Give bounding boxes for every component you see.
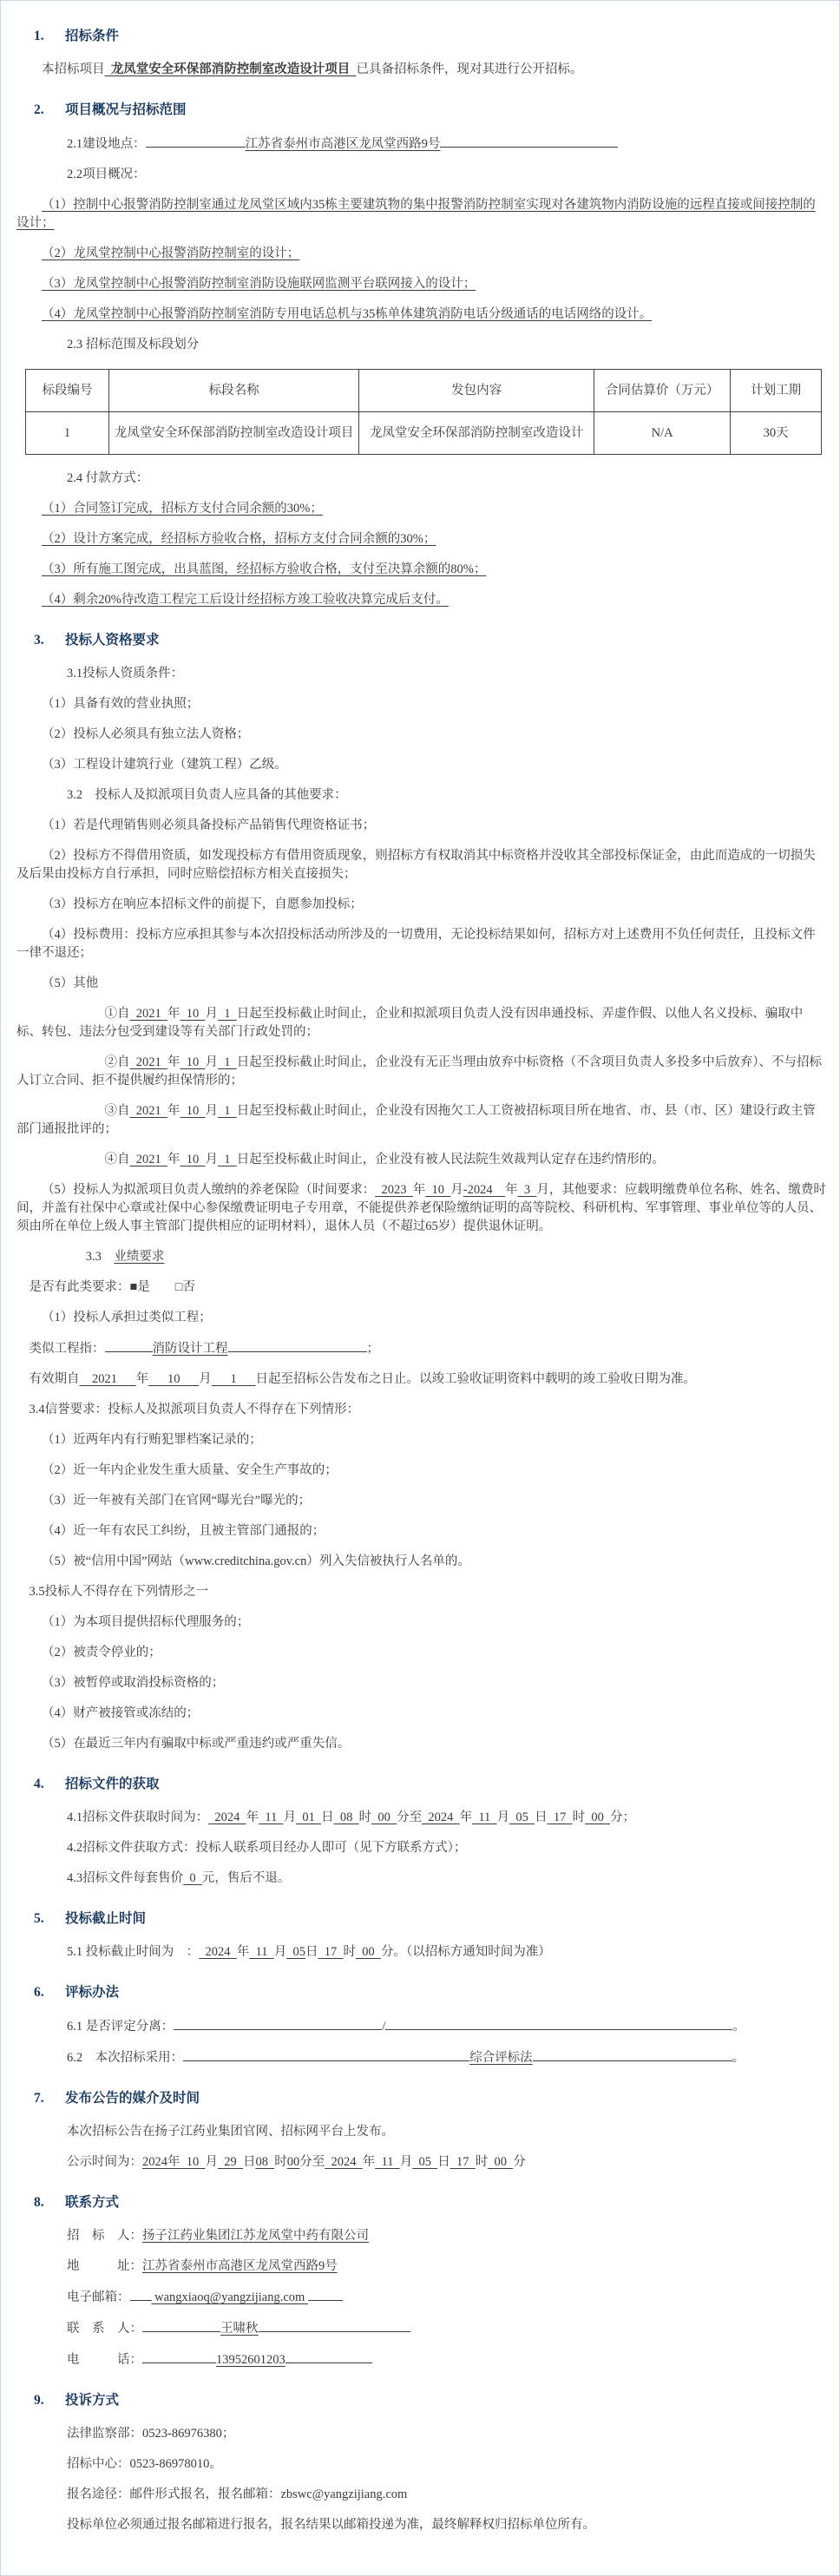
text-run: 1 bbox=[218, 1007, 237, 1021]
text-run: 00 bbox=[488, 2155, 514, 2169]
text-run: ②自 bbox=[104, 1055, 130, 1069]
doc-line bbox=[16, 1833, 827, 1863]
text-run: 报名途径：邮件形式报名，报名邮箱：zbswc@yangzijiang.com bbox=[67, 2487, 408, 2501]
blank-underline bbox=[440, 135, 618, 148]
text-run: （4）龙凤堂控制中心报警消防控制室消防专用电话总机与35栋单体建筑消防电话分级通话的电话网络的设计。 bbox=[42, 307, 653, 321]
text-run: 3.2 投标人及拟派项目负责人应具备的其他要求： bbox=[67, 788, 347, 802]
text-run: 2024 bbox=[325, 2155, 363, 2169]
text-run: 招 标 人： bbox=[67, 2229, 142, 2243]
section-number: 7. bbox=[34, 2091, 44, 2106]
text-run: 6.2 本次招标采用： bbox=[67, 2051, 184, 2065]
text-run: 日 bbox=[305, 1945, 318, 1959]
text-run: 2021 bbox=[129, 1153, 167, 1166]
doc-line bbox=[16, 1456, 827, 1486]
text-run: （4）剩余20%待改造工程完工后设计经招标方竣工验收决算完成后支付。 bbox=[42, 593, 449, 607]
text-run: （3）所有施工图完成，出具蓝图，经招标方验收合格，支付至决算余额的80%； bbox=[42, 562, 487, 576]
text-run: 10 bbox=[180, 1153, 206, 1166]
text-run: 3 bbox=[517, 1183, 537, 1197]
text-run: 时 bbox=[358, 1810, 372, 1824]
text-run: 联 系 人： bbox=[67, 2322, 142, 2336]
doc-line bbox=[16, 524, 827, 555]
doc-line bbox=[16, 2449, 827, 2480]
text-run: 月 bbox=[283, 1810, 297, 1824]
section-heading bbox=[34, 631, 827, 650]
text-run: （5）被“信用中国”网站（www.creditchina.gov.cn）列入失信被执行人名单的。 bbox=[42, 1554, 470, 1568]
text-run: 龙凤堂安全环保部消防控制室改造设计项目 bbox=[104, 62, 357, 76]
blank-underline bbox=[308, 2288, 343, 2301]
section-number: 4. bbox=[34, 1777, 44, 1791]
blank-underline bbox=[142, 2319, 220, 2332]
text-run: 17 bbox=[547, 1810, 573, 1824]
doc-line bbox=[16, 1547, 827, 1577]
text-run: 10 bbox=[180, 1104, 206, 1118]
text-run: 月 bbox=[205, 2155, 218, 2169]
text-run: 分至 bbox=[397, 1810, 423, 1824]
doc-line bbox=[16, 659, 827, 689]
section-title: 投诉方式 bbox=[65, 2393, 120, 2408]
text-run: 17 bbox=[318, 1945, 344, 1959]
doc-line bbox=[16, 2042, 827, 2073]
text-run: （3）投标方在响应本招标文件的前提下，自愿参加投标； bbox=[42, 897, 363, 911]
text-run: （1）若是代理销售则必须具备投标产品销售代理资格证书； bbox=[42, 818, 376, 832]
section-title: 招标文件的获取 bbox=[65, 1777, 160, 1791]
text-run: 10 bbox=[425, 1183, 451, 1197]
text-run: 时 bbox=[572, 1810, 586, 1824]
table-cell: N/A bbox=[594, 412, 731, 455]
text-run: 招标中心：0523-86978010。 bbox=[67, 2457, 222, 2471]
doc-line bbox=[16, 2117, 827, 2147]
text-run: 08 bbox=[255, 2155, 275, 2169]
text-run: 日起至投标截止时间止，企业和拟派项目负责人没有因串通投标、弄虚作假、以他人名义投标、骗取中标、转包、违法分包受到建设等有关部门行政处罚的； bbox=[16, 1007, 804, 1039]
text-run: 4.1招标文件获取时间为： bbox=[67, 1810, 209, 1824]
text-run: 3.4信誉要求：投标人及拟派项目负责人不得存在下列情形： bbox=[29, 1403, 360, 1416]
text-run: 年 bbox=[412, 1183, 426, 1197]
text-run: wangxiaoq@yangzijiang.com bbox=[151, 2290, 308, 2304]
text-run: 08 bbox=[333, 1810, 359, 1824]
text-run: 00 bbox=[286, 2155, 300, 2169]
blank-underline bbox=[385, 2017, 732, 2030]
text-run: 11 bbox=[375, 2155, 400, 2169]
doc-line bbox=[16, 750, 827, 780]
table-header-cell: 合同估算价（万元） bbox=[594, 370, 731, 412]
text-run: 法律监察部：0523-86976380； bbox=[67, 2427, 235, 2441]
text-run: （5）在最近三年内有骗取中标或严重违约或严重失信。 bbox=[42, 1737, 351, 1751]
text-run: 2.3 招标范围及标段划分 bbox=[67, 338, 200, 352]
text-run: 1 bbox=[218, 1153, 237, 1166]
text-run: 本招标项目 bbox=[42, 62, 105, 76]
text-run: （2）投标人必须具有独立法人资格； bbox=[42, 727, 250, 741]
text-run: （4）财产被接管或冻结的； bbox=[42, 1706, 200, 1720]
text-run: 1 bbox=[211, 1372, 256, 1386]
text-run: 是否有此类要求：■是 □否 bbox=[29, 1280, 196, 1294]
text-run: （1）具备有效的营业执照； bbox=[42, 697, 200, 711]
doc-line bbox=[16, 330, 827, 360]
text-run: 分 bbox=[513, 2155, 526, 2169]
text-run: 分至 bbox=[299, 2155, 325, 2169]
doc-line bbox=[16, 463, 827, 494]
text-run: 年 bbox=[167, 1104, 180, 1118]
text-run: 分； bbox=[610, 1810, 636, 1824]
doc-line bbox=[16, 890, 827, 920]
section-heading bbox=[34, 2089, 827, 2108]
text-run: 2024 bbox=[422, 1810, 460, 1824]
text-run: 10 bbox=[148, 1372, 200, 1386]
text-run: 2.1建设地点： bbox=[67, 137, 146, 151]
text-run: 日起至投标截止时间止，企业没有无正当理由放弃中标资格（不含项目负责人多投多中后放弃）、不与招标人订立合同、拒不提供履约担保情形的； bbox=[16, 1055, 822, 1088]
doc-line bbox=[16, 1607, 827, 1638]
section-number: 5. bbox=[34, 1911, 44, 1926]
text-run: （3）工程设计建筑行业（建筑工程）乙级。 bbox=[42, 758, 287, 772]
text-run: 日 bbox=[243, 2155, 256, 2169]
text-run: （1）近两年内有行贿犯罪档案记录的； bbox=[42, 1433, 262, 1447]
text-run: 投标单位必须通过报名邮箱进行报名，报名结果以邮箱投递为准，最终解释权归招标单位所有。 bbox=[67, 2518, 595, 2532]
text-run: 公示时间为： bbox=[67, 2155, 142, 2169]
text-run: ③自 bbox=[104, 1104, 130, 1118]
section-title: 招标条件 bbox=[65, 29, 120, 43]
section-number: 1. bbox=[34, 29, 44, 43]
doc-line bbox=[16, 2282, 827, 2313]
text-run: 已具备招标条件，现对其进行公开招标。 bbox=[356, 62, 583, 76]
section-heading bbox=[34, 1775, 827, 1794]
table-cell: 龙凤堂安全环保部消防控制室改造设计项目 bbox=[108, 412, 358, 455]
text-run: 月 bbox=[273, 1945, 287, 1959]
text-run: 类似工程指： bbox=[29, 1342, 105, 1356]
doc-line bbox=[16, 2344, 827, 2376]
blank-underline bbox=[130, 2288, 152, 2301]
text-run: 2023 bbox=[375, 1183, 413, 1197]
table-row bbox=[26, 412, 822, 455]
doc-line bbox=[16, 1242, 827, 1272]
doc-line bbox=[16, 160, 827, 190]
doc-line bbox=[16, 1303, 827, 1333]
text-run: 月 bbox=[399, 2155, 413, 2169]
text-run: 5.1 投标截止时间为 ： bbox=[67, 1945, 200, 1959]
doc-line bbox=[16, 1577, 827, 1607]
text-run: 年 bbox=[167, 1055, 180, 1069]
blank-underline bbox=[142, 2350, 216, 2363]
doc-line bbox=[16, 585, 827, 615]
text-run: 2021 bbox=[129, 1007, 167, 1021]
text-run: 时 bbox=[475, 2155, 489, 2169]
text-run: 月 bbox=[205, 1055, 218, 1069]
text-run: 17 bbox=[450, 2155, 476, 2169]
text-run: 00 bbox=[585, 1810, 611, 1824]
doc-line bbox=[16, 269, 827, 299]
section-heading bbox=[34, 1909, 827, 1929]
doc-line bbox=[16, 2480, 827, 2510]
doc-line bbox=[16, 494, 827, 524]
section-title: 投标截止时间 bbox=[65, 1911, 147, 1926]
section-title: 联系方式 bbox=[65, 2195, 120, 2210]
text-run: （3）近一年被有关部门在官网“曝光台”曝光的； bbox=[42, 1494, 312, 1508]
text-run: 日 bbox=[321, 1810, 334, 1824]
text-run: 时 bbox=[343, 1945, 356, 1959]
text-run: 2024 bbox=[208, 1810, 246, 1824]
table-header-cell: 标段编号 bbox=[26, 370, 109, 412]
text-run: 3.5投标人不得存在下列情形之一 bbox=[29, 1585, 209, 1599]
text-run: 3.3 bbox=[85, 1250, 115, 1264]
text-run: 日起至招标公告发布之日止。以竣工验收证明资料中载明的竣工验收日期为准。 bbox=[255, 1372, 696, 1386]
text-run: （5）其他 bbox=[42, 976, 99, 990]
table-cell: 1 bbox=[26, 412, 109, 455]
text-run: 地 址： bbox=[67, 2259, 142, 2273]
text-run: 元，售后不退。 bbox=[201, 1871, 291, 1885]
text-run: （3）龙凤堂控制中心报警消防控制室消防设施联网监测平台联网接入的设计； bbox=[42, 277, 476, 291]
blank-underline bbox=[228, 1339, 367, 1352]
text-run: / bbox=[382, 2020, 386, 2034]
text-run: 00 bbox=[355, 1945, 381, 1959]
text-run: 年 bbox=[459, 1810, 473, 1824]
text-run: （4）近一年有农民工纠纷，且被主管部门通报的； bbox=[42, 1524, 325, 1538]
text-run: （1）控制中心报警消防控制室通过龙凤堂区域内35栋主要建筑物的集中报警消防控制室实现对各建筑物内消防设施的远程直接或间接控制的设计； bbox=[16, 198, 816, 230]
section-title: 投标人资格要求 bbox=[65, 633, 160, 647]
blank-underline bbox=[146, 135, 246, 148]
text-run: 2024年 bbox=[142, 2155, 180, 2169]
text-run: 江苏省泰州市高港区龙凤堂西路9号 bbox=[142, 2259, 338, 2273]
text-run: 05 bbox=[412, 2155, 438, 2169]
text-run: 电 话： bbox=[67, 2353, 142, 2367]
section-heading bbox=[34, 2193, 827, 2212]
text-run: 13952601203 bbox=[216, 2353, 285, 2367]
section-number: 6. bbox=[34, 1985, 44, 2000]
doc-line bbox=[16, 128, 827, 160]
section-heading bbox=[34, 2391, 827, 2410]
section-title: 发布公告的媒介及时间 bbox=[65, 2091, 200, 2106]
text-run: 2021 bbox=[129, 1104, 167, 1118]
text-run: （3）被暂停或取消投标资格的； bbox=[42, 1676, 225, 1690]
text-run: 月 bbox=[199, 1372, 212, 1386]
text-run: 有效期自 bbox=[29, 1372, 80, 1386]
text-run: 电子邮箱： bbox=[67, 2290, 130, 2304]
text-run: 月 bbox=[496, 1810, 510, 1824]
doc-line bbox=[16, 1364, 827, 1395]
text-run: 。 bbox=[732, 2051, 745, 2065]
text-run: （2）设计方案完成，经招标方验收合格，招标方支付合同余额的30%； bbox=[42, 532, 436, 546]
doc-line bbox=[16, 2419, 827, 2449]
text-run: 10 bbox=[180, 1007, 206, 1021]
text-run: 2.2项目概况： bbox=[67, 168, 146, 181]
text-run: 年 bbox=[236, 1945, 250, 1959]
text-run: 扬子江药业集团江苏龙凤堂中药有限公司 bbox=[142, 2229, 369, 2243]
section-number: 8. bbox=[34, 2195, 44, 2210]
text-run: 10 bbox=[180, 2155, 206, 2169]
doc-line bbox=[16, 1145, 827, 1175]
text-run: 年 bbox=[135, 1372, 149, 1386]
text-run: 0 bbox=[183, 1871, 202, 1885]
text-run: 江苏省泰州市高港区龙凤堂西路9号 bbox=[245, 137, 441, 151]
section-heading bbox=[34, 101, 827, 120]
doc-line bbox=[16, 2313, 827, 2344]
text-run: 01 bbox=[296, 1810, 322, 1824]
doc-line bbox=[16, 190, 827, 239]
text-run: （4）投标费用：投标方应承担其参与本次招投标活动所涉及的一切费用，无论投标结果如何，招标方对上述费用不负任何责任，且投标文件一律不退还； bbox=[16, 928, 816, 960]
text-run: 月 bbox=[205, 1007, 218, 1021]
doc-line bbox=[16, 1272, 827, 1303]
table-header-cell: 标段名称 bbox=[108, 370, 358, 412]
lot-table bbox=[25, 369, 822, 455]
doc-line bbox=[16, 1395, 827, 1425]
doc-line bbox=[16, 1699, 827, 1729]
doc-line bbox=[16, 239, 827, 269]
text-run: （2）龙凤堂控制中心报警消防控制室的设计； bbox=[42, 246, 300, 260]
text-run: 月，其他要求：应载明缴费单位名称、姓名、缴费时间，并盖有社保中心章或社保中心参保缴费证明电子专用章，不能提供养老保险缴纳证明的高等院校、科研机构、军事管理、事业单位等的人员、须由所在单位上级人事主管部门提供相应的证明材料），退休人员（不超过65岁）提供退休证明。 bbox=[16, 1183, 826, 1233]
text-run: 日起至投标截止时间止，企业没有因拖欠工人工资被招标项目所在地省、市、县（市、区）建设行政主管部门通报批评的； bbox=[16, 1104, 816, 1136]
text-run: 年 bbox=[362, 2155, 376, 2169]
text-run: 年 bbox=[167, 1007, 180, 1021]
text-run: ④自 bbox=[104, 1153, 130, 1166]
section-title: 项目概况与招标范围 bbox=[65, 102, 187, 117]
text-run: （2）近一年内企业发生重大质量、安全生产事故的； bbox=[42, 1463, 338, 1477]
text-run: 。 bbox=[732, 2020, 745, 2034]
doc-line bbox=[16, 811, 827, 841]
doc-line bbox=[16, 1175, 827, 1242]
section-heading bbox=[34, 27, 827, 46]
text-run: （1）投标人承担过类似工程； bbox=[42, 1311, 212, 1324]
tender-document bbox=[10, 27, 827, 2540]
doc-line bbox=[16, 999, 827, 1048]
text-run: 年 bbox=[167, 1153, 180, 1166]
blank-underline bbox=[183, 2048, 469, 2061]
doc-line bbox=[16, 689, 827, 720]
text-run: 6.1 是否评定分离： bbox=[67, 2020, 174, 2034]
text-run: 月 bbox=[450, 1183, 463, 1197]
doc-line bbox=[16, 299, 827, 330]
text-run: 2021 bbox=[129, 1055, 167, 1069]
text-run: 日 bbox=[535, 1810, 548, 1824]
table-cell: 30天 bbox=[731, 412, 822, 455]
text-run: 王啸秋 bbox=[220, 2322, 259, 2336]
text-run: 29 bbox=[218, 2155, 243, 2169]
text-run: （5）投标人为拟派项目负责人缴纳的养老保险（时间要求： bbox=[42, 1183, 376, 1197]
doc-line bbox=[16, 1729, 827, 1759]
text-run: 1 bbox=[218, 1055, 237, 1069]
text-run: 年 bbox=[505, 1183, 518, 1197]
text-run: 日 bbox=[437, 2155, 450, 2169]
text-run: -2024 bbox=[463, 1183, 506, 1197]
doc-line bbox=[16, 720, 827, 750]
text-run: 综合评标法 bbox=[469, 2051, 533, 2065]
section-heading bbox=[34, 1983, 827, 2002]
text-run: （1）合同签订完成，招标方支付合同余额的30%； bbox=[42, 502, 323, 516]
text-run: 2.4 付款方式： bbox=[67, 471, 149, 485]
table-header-cell: 发包内容 bbox=[359, 370, 594, 412]
table-cell: 龙凤堂安全环保部消防控制室改造设计 bbox=[359, 412, 594, 455]
text-run: 2024 bbox=[199, 1945, 237, 1959]
text-run: 11 bbox=[472, 1810, 497, 1824]
text-run: 11 bbox=[249, 1945, 274, 1959]
text-run: 4.3招标文件每套售价 bbox=[67, 1871, 184, 1885]
text-run: 月 bbox=[205, 1104, 218, 1118]
text-run: 05 bbox=[286, 1945, 305, 1959]
doc-line bbox=[16, 55, 827, 85]
doc-line bbox=[16, 1486, 827, 1516]
text-run: 时 bbox=[274, 2155, 287, 2169]
section-number: 3. bbox=[34, 633, 44, 647]
text-run: 日起至投标截止时间止，企业没有被人民法院生效裁判认定存在违约情形的。 bbox=[236, 1153, 665, 1166]
doc-line bbox=[16, 2011, 827, 2042]
text-run: 业绩要求 bbox=[114, 1250, 165, 1264]
text-run: 消防设计工程 bbox=[152, 1342, 228, 1356]
blank-underline bbox=[533, 2048, 732, 2061]
doc-line bbox=[16, 1048, 827, 1096]
text-run: 1 bbox=[218, 1104, 237, 1118]
doc-line bbox=[16, 1096, 827, 1145]
doc-line bbox=[16, 1333, 827, 1364]
text-run: 分。（以招标方通知时间为准） bbox=[380, 1945, 551, 1959]
doc-line bbox=[16, 2221, 827, 2251]
doc-line bbox=[16, 969, 827, 999]
text-run: （1）为本项目提供招标代理服务的； bbox=[42, 1615, 250, 1629]
doc-line bbox=[16, 2147, 827, 2178]
doc-line bbox=[16, 1425, 827, 1456]
text-run: 05 bbox=[509, 1810, 535, 1824]
doc-line bbox=[16, 1803, 827, 1833]
doc-line bbox=[16, 780, 827, 811]
text-run: 年 bbox=[246, 1810, 259, 1824]
section-title: 评标办法 bbox=[65, 1985, 120, 2000]
text-run: 月 bbox=[205, 1153, 218, 1166]
doc-line bbox=[16, 1668, 827, 1699]
text-run: （2）投标方不得借用资质，如发现投标方有借用资质现象，则招标方有权取消其中标资格并没收其全部投标保证金，由此而造成的一切损失及后果由投标方自行承担，同时应赔偿招标方相关直接损失； bbox=[16, 849, 816, 881]
doc-line bbox=[16, 1638, 827, 1668]
blank-underline bbox=[259, 2319, 410, 2332]
blank-underline bbox=[174, 2017, 382, 2030]
text-run: ； bbox=[366, 1342, 379, 1356]
text-run: 00 bbox=[371, 1810, 397, 1824]
doc-line bbox=[16, 920, 827, 969]
text-run: 2021 bbox=[79, 1372, 136, 1386]
text-run: （2）被责令停业的； bbox=[42, 1646, 161, 1659]
text-run: 本次招标公告在扬子江药业集团官网、招标网平台上发布。 bbox=[67, 2125, 394, 2139]
doc-line bbox=[16, 2251, 827, 2282]
doc-line bbox=[16, 555, 827, 585]
doc-line bbox=[16, 1937, 827, 1968]
blank-underline bbox=[285, 2350, 372, 2363]
text-run: 4.2招标文件获取方式：投标人联系项目经办人即可（见下方联系方式）； bbox=[67, 1841, 467, 1855]
doc-line bbox=[16, 1863, 827, 1894]
blank-underline bbox=[105, 1339, 153, 1352]
text-run: 11 bbox=[259, 1810, 284, 1824]
text-run: 3.1投标人资质条件： bbox=[67, 667, 184, 680]
doc-line bbox=[16, 841, 827, 890]
text-run: ①自 bbox=[104, 1007, 130, 1021]
text-run: 10 bbox=[180, 1055, 206, 1069]
section-number: 2. bbox=[34, 102, 44, 117]
table-header-cell: 计划工期 bbox=[731, 370, 822, 412]
doc-line bbox=[16, 2510, 827, 2540]
section-number: 9. bbox=[34, 2393, 44, 2408]
doc-line bbox=[16, 1516, 827, 1547]
